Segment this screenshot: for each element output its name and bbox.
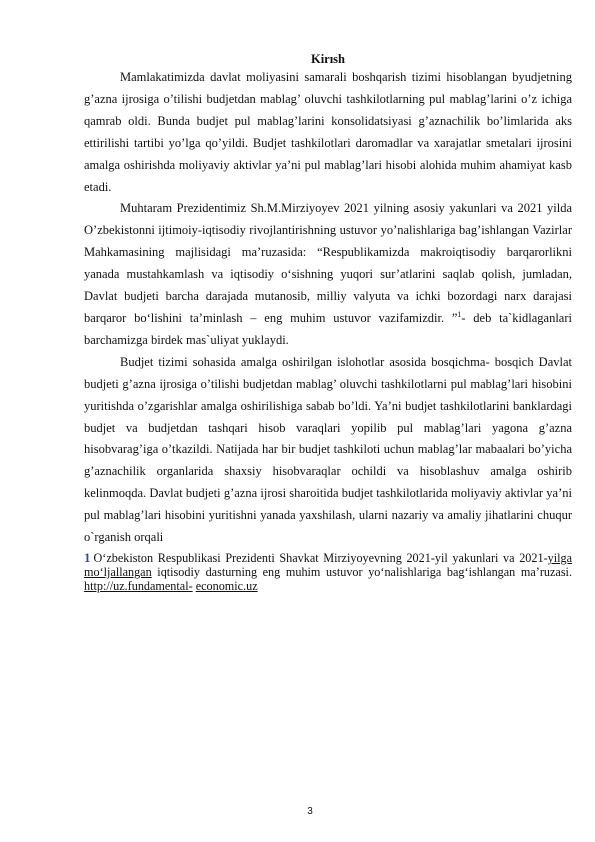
paragraph-2-tail: - deb ta`kidlaganlari barchamizga birdek mas`uliyat yuklaydi. [84,310,572,347]
paragraph-3: Budjet tizimi sohasida amalga oshirilgan islohotlar asosida bosqichma- bosqich Davlat budjeti g’azna ijrosiga o’tilishi budjetdan mablag’ oluvchi tashkilotlarni pul mablag’lari hisobini yuritishda o’zgarishlar amalga oshirilishiga sabab bo’ldi. Ya’ni budjet tashkilotlarini banklardagi budjet va budjetdan tashqari hisob varaqlari yopilib pul mablag’lari yagona g’azna hisobvarag’iga o’tkazildi. Natijada har bir budjet tashkiloti uchun mablag’lar mabaalari bo’yicha g’aznachilik organlarida shaxsiy hisobvaraqlar ochildi va hisoblashuv amalga oshirib kelinmoqda. Davlat budjeti g’azna ijrosi sharoitida budjet tashkilotlarida moliyaviy aktivlar ya’ni pul mablag’lari hisobini yuritishni yanada yaxshilash, ularni nazariy va amaliy jihatlarini chuqur o`rganish orqali [84,354,572,545]
page-title: Kirısh [310,52,346,66]
footnote-text-c: iqtisodiy dasturning eng muhim ustuvor yo‘nalishlariga bag‘ishlangan ma’ruzasi. [151,565,572,580]
footnote-text-underlined: yilga mo‘ljallangan [84,550,572,580]
paragraph-1: Mamlakatimizda davlat moliyasini samarali boshqarish tizimi hisoblangan byudjetning g’azna ijrosiga o’tilishi budjetdan mablag’ oluvchi tashkilotlarning pul mablag’larini o’z ichiga qamrab oldi. Bunda budjet pul mablag’larini konsolidatsiyasi g’aznachilik bo’limlarida aks ettirilishi tartibi yo’lga qo’yildi. Budjet tashkilotlari daromadlar va xarajatlar smetalari ijrosini amalga oshirishda moliyaviy aktivlar ya’ni pul mablag’lari hisobi alohida muhim ahamiyat kasb etadi. [84,70,572,194]
paragraph-2 [84,198,572,351]
footnote-text-a: O‘zbekiston Respublikasi Prezidenti Shavkat Mirziyoyevning 2021-yil yakunlari va 2021- [93,550,548,565]
paragraph-2-text: Muhtaram Prezidentimiz Sh.M.Mirziyoyev 2021 yilning asosiy yakunlari va 2021 yilda O’zbekistonni ijtimoiy-iqtisodiy rivojlantirishning ustuvor yo’nalishlariga bag’ishlangan Vazirlar Mahkamasining majlisidagi ma’ruzasida: “Respublikamizda makroiqtisodiy barqarorlikni yanada mustahkamlash va iqtisodiy o‘sishning yuqori sur’atlarini saqlab qolish, jumladan, Davlat budjeti barcha darajada mutanosib, milliy valyuta va ichki bozordagi narx darajasi barqaror bo‘lishini ta’minlash – eng muhim ustuvor vazifamizdir. ” [84,201,572,325]
footnote-link-part-1[interactable]: http://uz.fundamental- [84,579,193,594]
footnote [84,551,572,594]
footnote-marker: 1 [84,549,91,565]
page-number: 3 [307,806,313,817]
footnote-link-part-2[interactable]: economic.uz [195,579,258,594]
document-page [84,52,572,594]
footnote-reference[interactable]: 1 [457,309,462,319]
